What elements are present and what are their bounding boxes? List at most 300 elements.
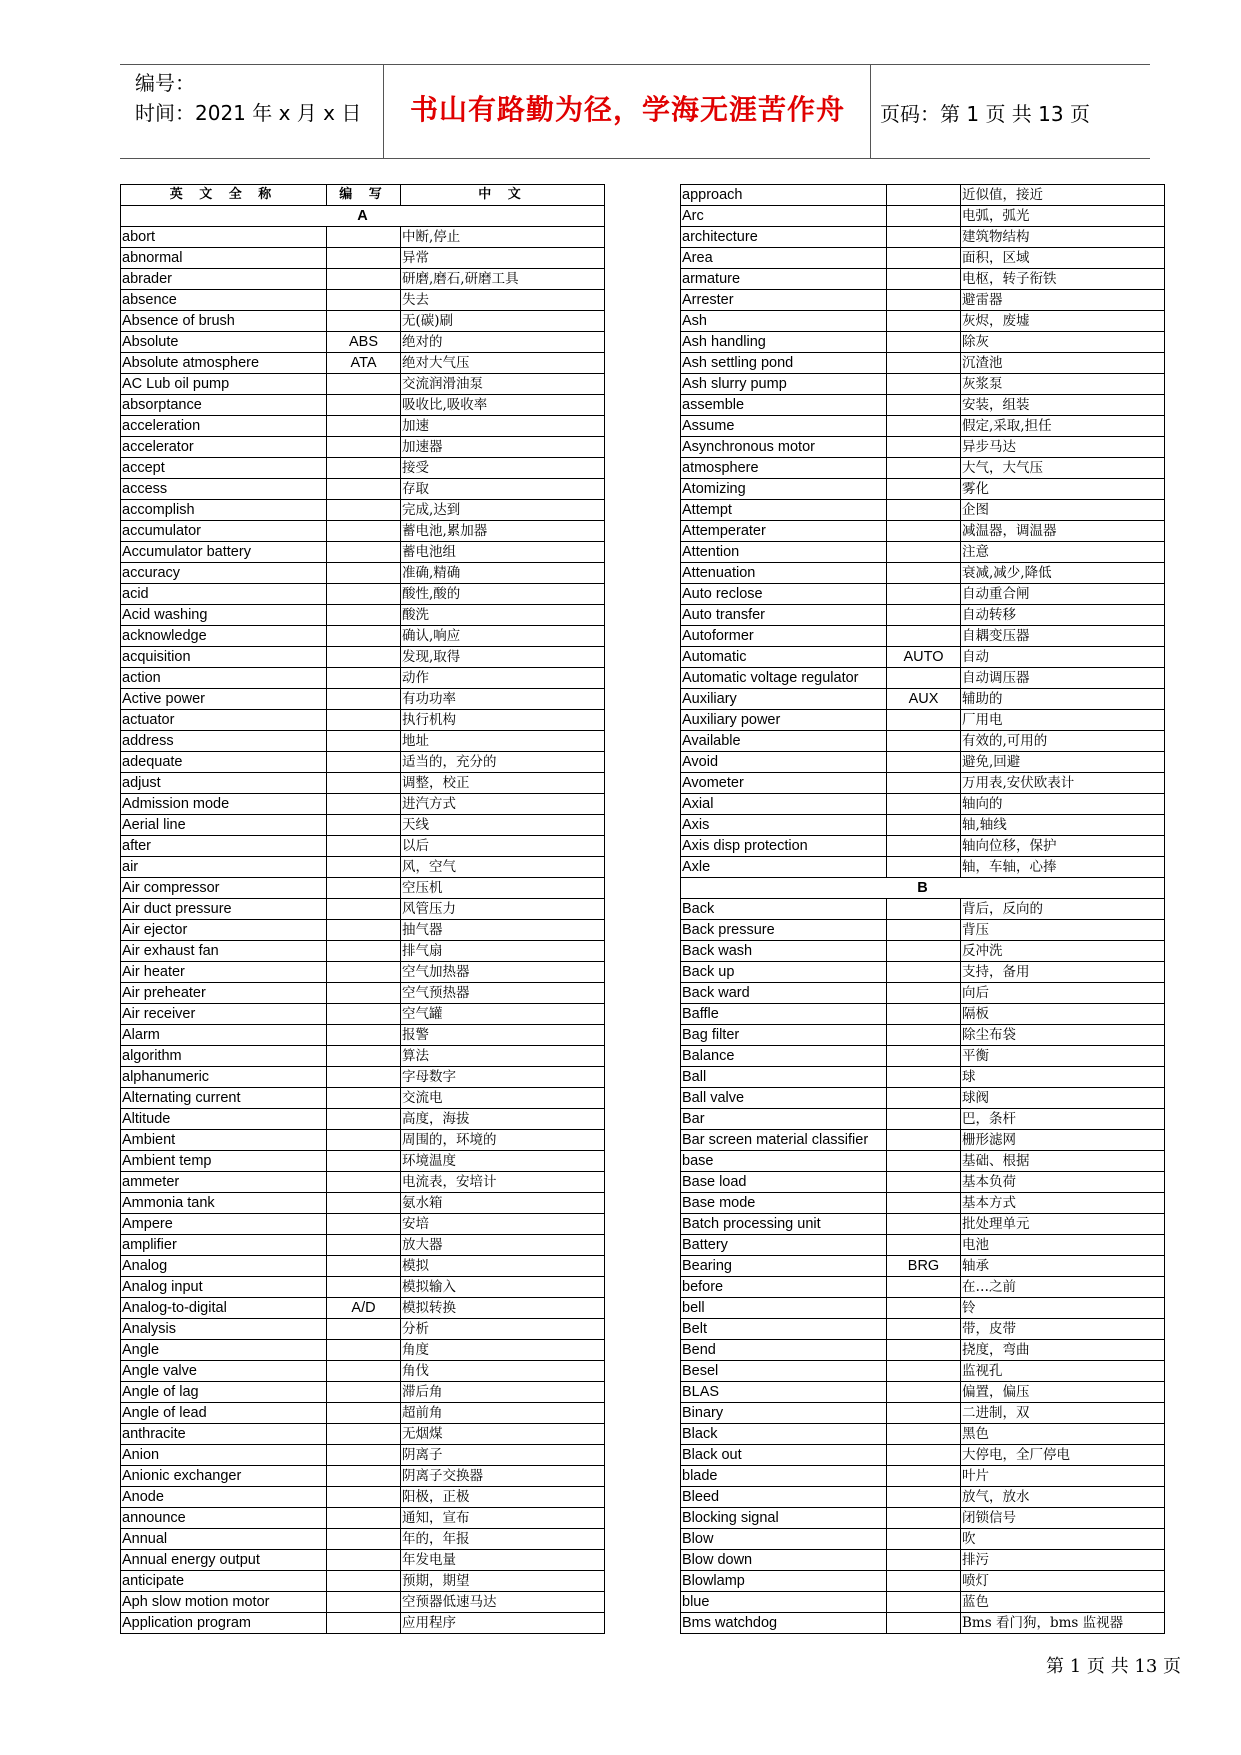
table-row <box>121 1277 605 1298</box>
term-english: anticipate <box>121 1571 327 1592</box>
term-english: Belt <box>681 1319 887 1340</box>
term-abbreviation <box>327 899 401 920</box>
table-row <box>121 962 605 983</box>
table-row <box>121 542 605 563</box>
term-english: Absence of brush <box>121 311 327 332</box>
term-english: Avoid <box>681 752 887 773</box>
term-abbreviation <box>887 1298 961 1319</box>
term-chinese: 放大器 <box>401 1235 605 1256</box>
term-chinese: 超前角 <box>401 1403 605 1424</box>
term-chinese: 空气加热器 <box>401 962 605 983</box>
page-footer: 第 1 页 共 13 页 <box>1046 1656 1181 1677</box>
term-chinese: 轴向的 <box>961 794 1165 815</box>
term-abbreviation <box>327 710 401 731</box>
term-english: Ball valve <box>681 1088 887 1109</box>
term-english: BLAS <box>681 1382 887 1403</box>
term-chinese: 吸收比,吸收率 <box>401 395 605 416</box>
term-english: AC Lub oil pump <box>121 374 327 395</box>
term-english: blue <box>681 1592 887 1613</box>
term-chinese: 叶片 <box>961 1466 1165 1487</box>
table-row <box>121 437 605 458</box>
term-english: Axle <box>681 857 887 878</box>
term-abbreviation <box>327 1424 401 1445</box>
table-row <box>121 269 605 290</box>
term-abbreviation <box>887 1445 961 1466</box>
table-row <box>681 1172 1165 1193</box>
term-chinese: 字母数字 <box>401 1067 605 1088</box>
table-row <box>121 563 605 584</box>
term-abbreviation <box>887 962 961 983</box>
table-row <box>681 836 1165 857</box>
table-row <box>681 1109 1165 1130</box>
term-chinese: 绝对大气压 <box>401 353 605 374</box>
term-abbreviation <box>327 374 401 395</box>
term-abbreviation <box>887 1319 961 1340</box>
table-row <box>681 731 1165 752</box>
term-abbreviation <box>887 752 961 773</box>
serial-label: 编号： <box>135 71 195 95</box>
term-chinese: 角度 <box>401 1340 605 1361</box>
term-abbreviation <box>887 248 961 269</box>
table-row <box>121 1424 605 1445</box>
term-abbreviation <box>887 563 961 584</box>
term-english: Air heater <box>121 962 327 983</box>
term-chinese: 支持，备用 <box>961 962 1165 983</box>
term-abbreviation <box>327 311 401 332</box>
table-row <box>681 1340 1165 1361</box>
table-row <box>681 227 1165 248</box>
glossary-table-left <box>120 184 605 1634</box>
term-chinese: 蓄电池,累加器 <box>401 521 605 542</box>
term-abbreviation <box>327 1256 401 1277</box>
english-header: 英 文 全 称 <box>121 185 327 206</box>
term-chinese: 交流电 <box>401 1088 605 1109</box>
term-chinese: 执行机构 <box>401 710 605 731</box>
term-chinese: 绝对的 <box>401 332 605 353</box>
table-row <box>681 1550 1165 1571</box>
header-divider <box>870 64 871 158</box>
term-english: absence <box>121 290 327 311</box>
table-row <box>121 227 605 248</box>
term-abbreviation <box>887 1235 961 1256</box>
table-row <box>121 521 605 542</box>
term-chinese: 风，空气 <box>401 857 605 878</box>
table-row <box>681 1088 1165 1109</box>
term-chinese: 有功功率 <box>401 689 605 710</box>
table-row <box>681 1235 1165 1256</box>
table-row <box>681 899 1165 920</box>
term-english: accomplish <box>121 500 327 521</box>
term-abbreviation <box>327 1487 401 1508</box>
term-english: acquisition <box>121 647 327 668</box>
table-row <box>681 1382 1165 1403</box>
date-label: 时间：2021 年 x 月 x 日 <box>135 101 362 125</box>
table-row <box>121 1235 605 1256</box>
term-english: Attenuation <box>681 563 887 584</box>
term-chinese: 自动 <box>961 647 1165 668</box>
table-row <box>121 626 605 647</box>
table-row <box>681 374 1165 395</box>
table-row <box>121 1109 605 1130</box>
term-chinese: 球阀 <box>961 1088 1165 1109</box>
term-chinese: 偏置，偏压 <box>961 1382 1165 1403</box>
term-abbreviation <box>887 227 961 248</box>
term-english: Assume <box>681 416 887 437</box>
term-chinese: 在…之前 <box>961 1277 1165 1298</box>
term-abbreviation: BRG <box>887 1256 961 1277</box>
table-row <box>681 1424 1165 1445</box>
term-abbreviation <box>327 689 401 710</box>
term-abbreviation <box>327 878 401 899</box>
term-chinese: 雾化 <box>961 479 1165 500</box>
term-chinese: 基本负荷 <box>961 1172 1165 1193</box>
table-row <box>121 1298 605 1319</box>
term-english: Axis <box>681 815 887 836</box>
term-english: actuator <box>121 710 327 731</box>
term-english: Balance <box>681 1046 887 1067</box>
term-chinese: 万用表,安伏欧表计 <box>961 773 1165 794</box>
term-english: abort <box>121 227 327 248</box>
term-chinese: 灰浆泵 <box>961 374 1165 395</box>
term-english: Admission mode <box>121 794 327 815</box>
table-row <box>681 290 1165 311</box>
table-row <box>121 395 605 416</box>
term-english: acceleration <box>121 416 327 437</box>
table-row <box>121 1088 605 1109</box>
term-chinese: 自动重合闸 <box>961 584 1165 605</box>
table-row <box>121 1319 605 1340</box>
table-row <box>681 815 1165 836</box>
term-abbreviation <box>887 269 961 290</box>
table-row <box>681 1193 1165 1214</box>
term-abbreviation <box>887 479 961 500</box>
table-row <box>681 1529 1165 1550</box>
term-chinese: 电枢，转子衔铁 <box>961 269 1165 290</box>
table-row <box>121 458 605 479</box>
term-english: Angle of lead <box>121 1403 327 1424</box>
glossary-body-right <box>681 185 1165 1634</box>
table-row <box>681 962 1165 983</box>
term-chinese: 注意 <box>961 542 1165 563</box>
table-row <box>121 815 605 836</box>
term-abbreviation <box>327 941 401 962</box>
term-abbreviation <box>327 1025 401 1046</box>
term-chinese: 交流润滑油泵 <box>401 374 605 395</box>
table-row <box>121 836 605 857</box>
term-chinese: 空气预热器 <box>401 983 605 1004</box>
term-english: Automatic voltage regulator <box>681 668 887 689</box>
table-row <box>121 605 605 626</box>
term-abbreviation <box>887 437 961 458</box>
term-chinese: 减温器，调温器 <box>961 521 1165 542</box>
term-english: Axial <box>681 794 887 815</box>
term-chinese: 酸性,酸的 <box>401 584 605 605</box>
term-chinese: 调整，校正 <box>401 773 605 794</box>
term-abbreviation <box>887 521 961 542</box>
term-abbreviation <box>887 836 961 857</box>
term-abbreviation <box>327 647 401 668</box>
term-abbreviation <box>327 269 401 290</box>
table-row <box>681 206 1165 227</box>
term-english: Axis disp protection <box>681 836 887 857</box>
term-english: Angle of lag <box>121 1382 327 1403</box>
term-abbreviation <box>327 1508 401 1529</box>
table-row <box>121 416 605 437</box>
term-chinese: 厂用电 <box>961 710 1165 731</box>
term-chinese: 辅助的 <box>961 689 1165 710</box>
term-abbreviation <box>327 500 401 521</box>
term-english: Battery <box>681 1235 887 1256</box>
term-abbreviation <box>327 1277 401 1298</box>
term-abbreviation <box>887 1508 961 1529</box>
table-row <box>121 1487 605 1508</box>
term-chinese: 地址 <box>401 731 605 752</box>
term-chinese: 加速器 <box>401 437 605 458</box>
term-english: accumulator <box>121 521 327 542</box>
term-english: Blow <box>681 1529 887 1550</box>
term-chinese: 平衡 <box>961 1046 1165 1067</box>
term-chinese: 适当的，充分的 <box>401 752 605 773</box>
term-abbreviation <box>327 1529 401 1550</box>
term-abbreviation <box>327 857 401 878</box>
term-chinese: 放气，放水 <box>961 1487 1165 1508</box>
term-chinese: 电弧，弧光 <box>961 206 1165 227</box>
table-row <box>121 899 605 920</box>
table-row <box>121 1214 605 1235</box>
table-row <box>121 1151 605 1172</box>
term-english: adjust <box>121 773 327 794</box>
term-abbreviation <box>327 290 401 311</box>
table-row <box>681 1130 1165 1151</box>
table-row <box>681 563 1165 584</box>
table-row <box>681 689 1165 710</box>
term-abbreviation <box>887 353 961 374</box>
table-row <box>121 1613 605 1634</box>
glossary-table-right <box>680 184 1165 1634</box>
term-english: accelerator <box>121 437 327 458</box>
section-letter: A <box>121 206 605 227</box>
term-abbreviation <box>327 1550 401 1571</box>
term-abbreviation <box>887 1193 961 1214</box>
term-english: Avometer <box>681 773 887 794</box>
term-abbreviation <box>327 584 401 605</box>
table-row <box>681 479 1165 500</box>
term-chinese: 隔板 <box>961 1004 1165 1025</box>
term-abbreviation <box>327 752 401 773</box>
table-row <box>681 1298 1165 1319</box>
term-abbreviation <box>327 458 401 479</box>
term-abbreviation <box>327 1403 401 1424</box>
term-chinese: 背后，反向的 <box>961 899 1165 920</box>
table-row <box>121 1067 605 1088</box>
term-abbreviation <box>327 521 401 542</box>
table-row <box>681 437 1165 458</box>
term-english: Autoformer <box>681 626 887 647</box>
term-abbreviation <box>327 248 401 269</box>
term-chinese: 滞后角 <box>401 1382 605 1403</box>
table-row <box>681 1151 1165 1172</box>
term-chinese: 喷灯 <box>961 1571 1165 1592</box>
table-row <box>681 353 1165 374</box>
term-english: Accumulator battery <box>121 542 327 563</box>
abbr-header: 编 写 <box>327 185 401 206</box>
term-english: Application program <box>121 1613 327 1634</box>
term-english: Anionic exchanger <box>121 1466 327 1487</box>
term-chinese: 酸洗 <box>401 605 605 626</box>
term-abbreviation <box>887 584 961 605</box>
term-abbreviation <box>887 206 961 227</box>
term-english: Black <box>681 1424 887 1445</box>
term-chinese: 算法 <box>401 1046 605 1067</box>
term-chinese: 基础、根据 <box>961 1151 1165 1172</box>
term-chinese: 加速 <box>401 416 605 437</box>
term-english: Ash settling pond <box>681 353 887 374</box>
table-row <box>121 878 605 899</box>
term-chinese: 灰烬，废墟 <box>961 311 1165 332</box>
term-chinese: 二进制，双 <box>961 1403 1165 1424</box>
table-row <box>121 1382 605 1403</box>
term-english: before <box>681 1277 887 1298</box>
term-abbreviation <box>887 1046 961 1067</box>
term-english: Anode <box>121 1487 327 1508</box>
term-abbreviation <box>327 542 401 563</box>
term-english: Absolute <box>121 332 327 353</box>
term-chinese: 高度，海拔 <box>401 1109 605 1130</box>
term-chinese: 大气，大气压 <box>961 458 1165 479</box>
term-chinese: 角伐 <box>401 1361 605 1382</box>
term-chinese: 以后 <box>401 836 605 857</box>
table-row <box>681 668 1165 689</box>
term-english: alphanumeric <box>121 1067 327 1088</box>
term-chinese: 自动转移 <box>961 605 1165 626</box>
term-abbreviation <box>887 1424 961 1445</box>
term-chinese: 异步马达 <box>961 437 1165 458</box>
table-row <box>681 521 1165 542</box>
term-chinese: 自动调压器 <box>961 668 1165 689</box>
term-abbreviation <box>887 458 961 479</box>
term-abbreviation <box>887 1403 961 1424</box>
term-english: absorptance <box>121 395 327 416</box>
term-english: Back up <box>681 962 887 983</box>
term-english: air <box>121 857 327 878</box>
term-abbreviation <box>327 1571 401 1592</box>
term-abbreviation <box>327 794 401 815</box>
term-english: Batch processing unit <box>681 1214 887 1235</box>
term-english: access <box>121 479 327 500</box>
term-chinese: 进汽方式 <box>401 794 605 815</box>
term-abbreviation <box>887 941 961 962</box>
term-english: Aerial line <box>121 815 327 836</box>
term-chinese: 铃 <box>961 1298 1165 1319</box>
term-english: Back pressure <box>681 920 887 941</box>
term-chinese: 天线 <box>401 815 605 836</box>
term-english: Altitude <box>121 1109 327 1130</box>
table-row <box>121 689 605 710</box>
term-abbreviation <box>887 1277 961 1298</box>
term-chinese: 模拟 <box>401 1256 605 1277</box>
table-row <box>121 1550 605 1571</box>
term-abbreviation <box>887 1130 961 1151</box>
table-row <box>121 1466 605 1487</box>
table-row <box>121 857 605 878</box>
term-abbreviation <box>887 773 961 794</box>
term-abbreviation <box>327 1235 401 1256</box>
term-abbreviation <box>887 1214 961 1235</box>
term-abbreviation <box>327 1466 401 1487</box>
term-chinese: 应用程序 <box>401 1613 605 1634</box>
term-english: Arrester <box>681 290 887 311</box>
term-english: algorithm <box>121 1046 327 1067</box>
term-abbreviation <box>327 227 401 248</box>
term-chinese: 吹 <box>961 1529 1165 1550</box>
term-english: Air compressor <box>121 878 327 899</box>
term-english: Bms watchdog <box>681 1613 887 1634</box>
term-english: Asynchronous motor <box>681 437 887 458</box>
term-chinese: 确认,响应 <box>401 626 605 647</box>
term-chinese: 预期，期望 <box>401 1571 605 1592</box>
term-chinese: 避雷器 <box>961 290 1165 311</box>
table-row <box>121 1025 605 1046</box>
term-english: assemble <box>681 395 887 416</box>
term-abbreviation <box>327 1109 401 1130</box>
term-chinese: 近似值，接近 <box>961 185 1165 206</box>
term-abbreviation <box>887 416 961 437</box>
term-chinese: 周围的，环境的 <box>401 1130 605 1151</box>
term-chinese: 轴,轴线 <box>961 815 1165 836</box>
table-row <box>121 731 605 752</box>
table-row <box>681 605 1165 626</box>
term-english: Available <box>681 731 887 752</box>
table-row <box>681 1319 1165 1340</box>
table-row <box>121 332 605 353</box>
table-row <box>681 920 1165 941</box>
table-row <box>121 1361 605 1382</box>
table-row <box>681 584 1165 605</box>
term-abbreviation <box>327 416 401 437</box>
table-row <box>681 941 1165 962</box>
term-english: Auxiliary <box>681 689 887 710</box>
term-english: abrader <box>121 269 327 290</box>
table-row <box>681 752 1165 773</box>
term-abbreviation <box>887 1151 961 1172</box>
table-row <box>121 374 605 395</box>
table-row <box>681 983 1165 1004</box>
page-header <box>120 64 1150 160</box>
term-abbreviation <box>327 1592 401 1613</box>
term-abbreviation <box>887 1550 961 1571</box>
chinese-header: 中 文 <box>401 185 605 206</box>
term-abbreviation <box>327 1004 401 1025</box>
term-english: architecture <box>681 227 887 248</box>
term-chinese: 阴离子 <box>401 1445 605 1466</box>
term-english: Besel <box>681 1361 887 1382</box>
table-row <box>681 269 1165 290</box>
term-english: Aph slow motion motor <box>121 1592 327 1613</box>
term-english: atmosphere <box>681 458 887 479</box>
table-row <box>121 1046 605 1067</box>
term-chinese: 批处理单元 <box>961 1214 1165 1235</box>
term-abbreviation <box>327 1340 401 1361</box>
term-english: Base load <box>681 1172 887 1193</box>
slogan: 书山有路勤为径，学海无涯苦作舟 <box>410 93 846 126</box>
term-english: Back <box>681 899 887 920</box>
term-english: Bag filter <box>681 1025 887 1046</box>
term-abbreviation <box>887 1004 961 1025</box>
term-english: Analog-to-digital <box>121 1298 327 1319</box>
term-english: Automatic <box>681 647 887 668</box>
table-row <box>121 668 605 689</box>
table-row <box>681 332 1165 353</box>
